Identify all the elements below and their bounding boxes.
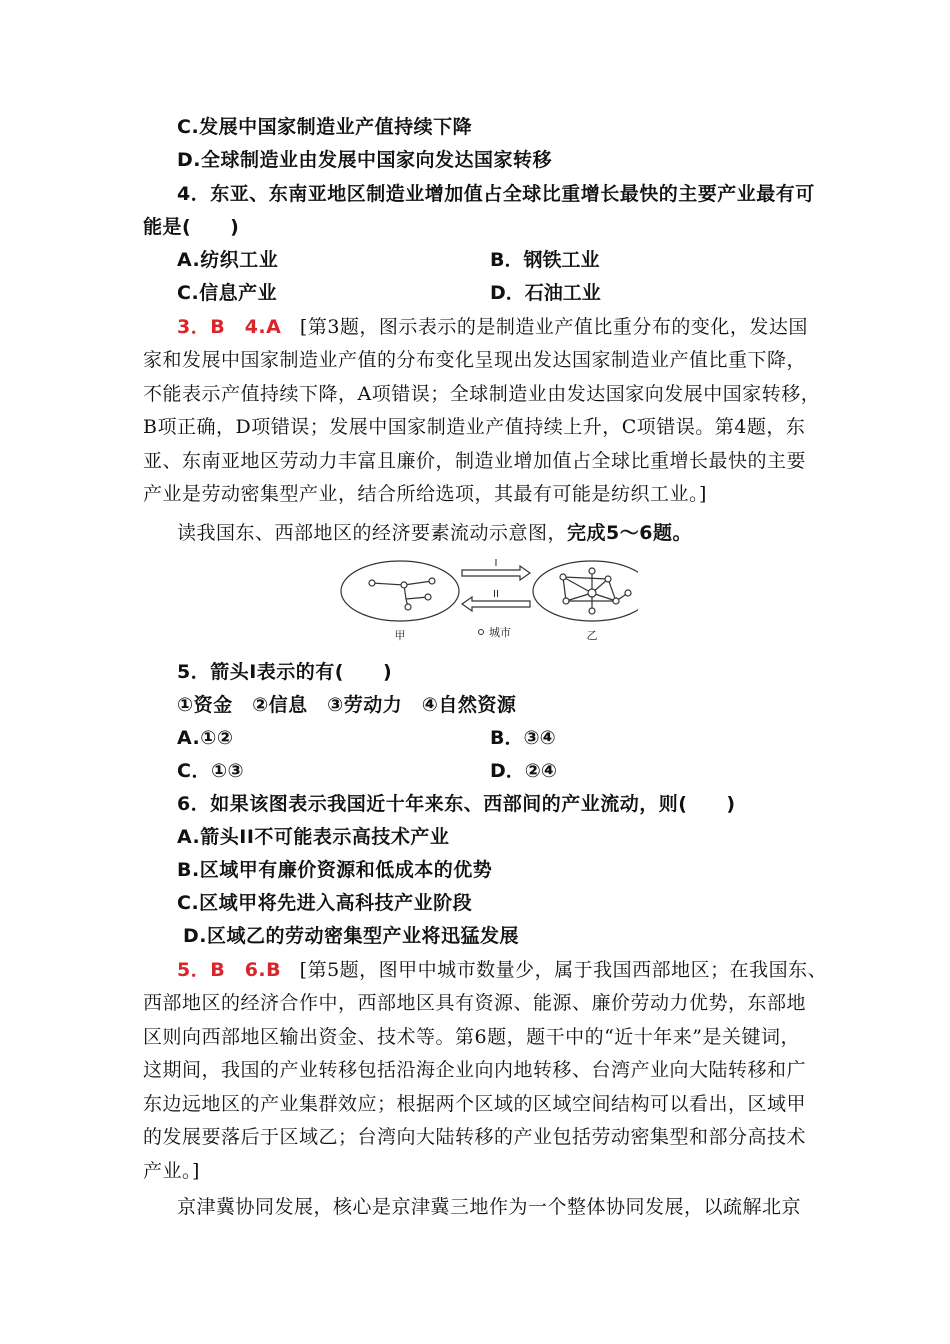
q3-option-c: C.发展中国家制造业产值持续下降 (177, 116, 473, 138)
q6-stem: 6．如果该图表示我国近十年来东、西部间的产业流动，则( ) (177, 793, 736, 815)
q4-stem-line2: 能是( ) (143, 216, 240, 238)
answer-34-key: 3．B 4.A (177, 316, 282, 338)
intro-56 (177, 518, 857, 548)
intro-56-bold: 完成5～6题。 (567, 522, 692, 544)
answer-34-line4: B项正确，D项错误；发展中国家制造业产值持续上升，C项错误。第4题，东 (143, 416, 806, 438)
region-right-label: 乙 (586, 629, 598, 642)
answer-34-text1: [第3题，图示表示的是制造业产值比重分布的变化，发达国 (299, 316, 808, 338)
answer-56-line1 (177, 955, 857, 985)
q6-option-b: B.区域甲有廉价资源和低成本的优势 (177, 859, 493, 881)
q5-stem: 5．箭头I表示的有( ) (177, 661, 393, 683)
q6-option-c: C.区域甲将先进入高科技产业阶段 (177, 892, 473, 914)
answer-56-line2: 西部地区的经济合作中，西部地区具有资源、能源、廉价劳动力优势，东部地 (143, 992, 807, 1014)
answer-34-line3: 不能表示产值持续下降，A项错误；全球制造业由发达国家向发展中国家转移， (143, 383, 821, 405)
region-left-ellipse (341, 561, 459, 621)
q6-option-d: D.区域乙的劳动密集型产业将迅猛发展 (183, 925, 519, 947)
q5-option-d: D．②④ (490, 760, 557, 782)
economic-flow-diagram (338, 553, 638, 645)
answer-56-line3: 区则向西部地区输出资金、技术等。第6题，题干中的“近十年来”是关键词， (143, 1026, 801, 1048)
intro-56-text: 读我国东、西部地区的经济要素流动示意图， (177, 522, 568, 544)
answer-56-line7: 产业。] (143, 1160, 200, 1182)
q4-option-c: C.信息产业 (177, 282, 278, 304)
q5-option-b: B．③④ (490, 727, 556, 749)
arrow-one-label: I (494, 558, 498, 569)
q5-option-a: A.①② (177, 727, 234, 749)
q4-option-b: B．钢铁工业 (490, 249, 600, 271)
region-right-ellipse (533, 561, 638, 621)
left-network (369, 578, 435, 610)
economic-flow-svg (338, 553, 638, 645)
q4-option-d: D．石油工业 (490, 282, 601, 304)
city-legend-label: 城市 (489, 626, 511, 639)
answer-56-line4: 这期间，我国的产业转移包括沿海企业向内地转移、台湾产业向大陆转移和广 (143, 1059, 807, 1081)
answer-34-line1 (177, 312, 857, 342)
city-legend-icon (479, 630, 484, 635)
next-paragraph-line1: 京津冀协同发展，核心是京津冀三地作为一个整体协同发展，以疏解北京 (177, 1196, 802, 1218)
arrow-two-label: II (493, 589, 499, 600)
answer-56-text1: [第5题，图甲中城市数量少，属于我国西部地区；在我国东、 (299, 959, 828, 981)
q6-option-a: A.箭头II不可能表示高技术产业 (177, 826, 450, 848)
answer-34-line2: 家和发展中国家制造业产值的分布变化呈现出发达国家制造业产值比重下降， (143, 349, 807, 371)
q3-option-d: D.全球制造业由发展中国家向发达国家转移 (177, 149, 552, 171)
q4-option-a: A.纺织工业 (177, 249, 279, 271)
region-left-label: 甲 (394, 629, 406, 642)
answer-56-key: 5．B 6.B (177, 959, 282, 981)
answer-34-line5: 亚、东南亚地区劳动力丰富且廉价，制造业增加值占全球比重增长最快的主要 (143, 450, 807, 472)
q5-option-c: C．①③ (177, 760, 245, 782)
answer-34-line6: 产业是劳动密集型产业，结合所给选项，其最有可能是纺织工业。] (143, 483, 707, 505)
answer-56-line6: 的发展要落后于区域乙；台湾向大陆转移的产业包括劳动密集型和部分高技术 (143, 1126, 807, 1148)
q5-items: ①资金 ②信息 ③劳动力 ④自然资源 (177, 694, 517, 716)
answer-56-line5: 东边远地区的产业集群效应；根据两个区域的区域空间结构可以看出，区域甲 (143, 1093, 807, 1115)
right-network (560, 568, 631, 614)
q4-stem-line1: 4．东亚、东南亚地区制造业增加值占全球比重增长最快的主要产业最有可 (177, 183, 815, 205)
